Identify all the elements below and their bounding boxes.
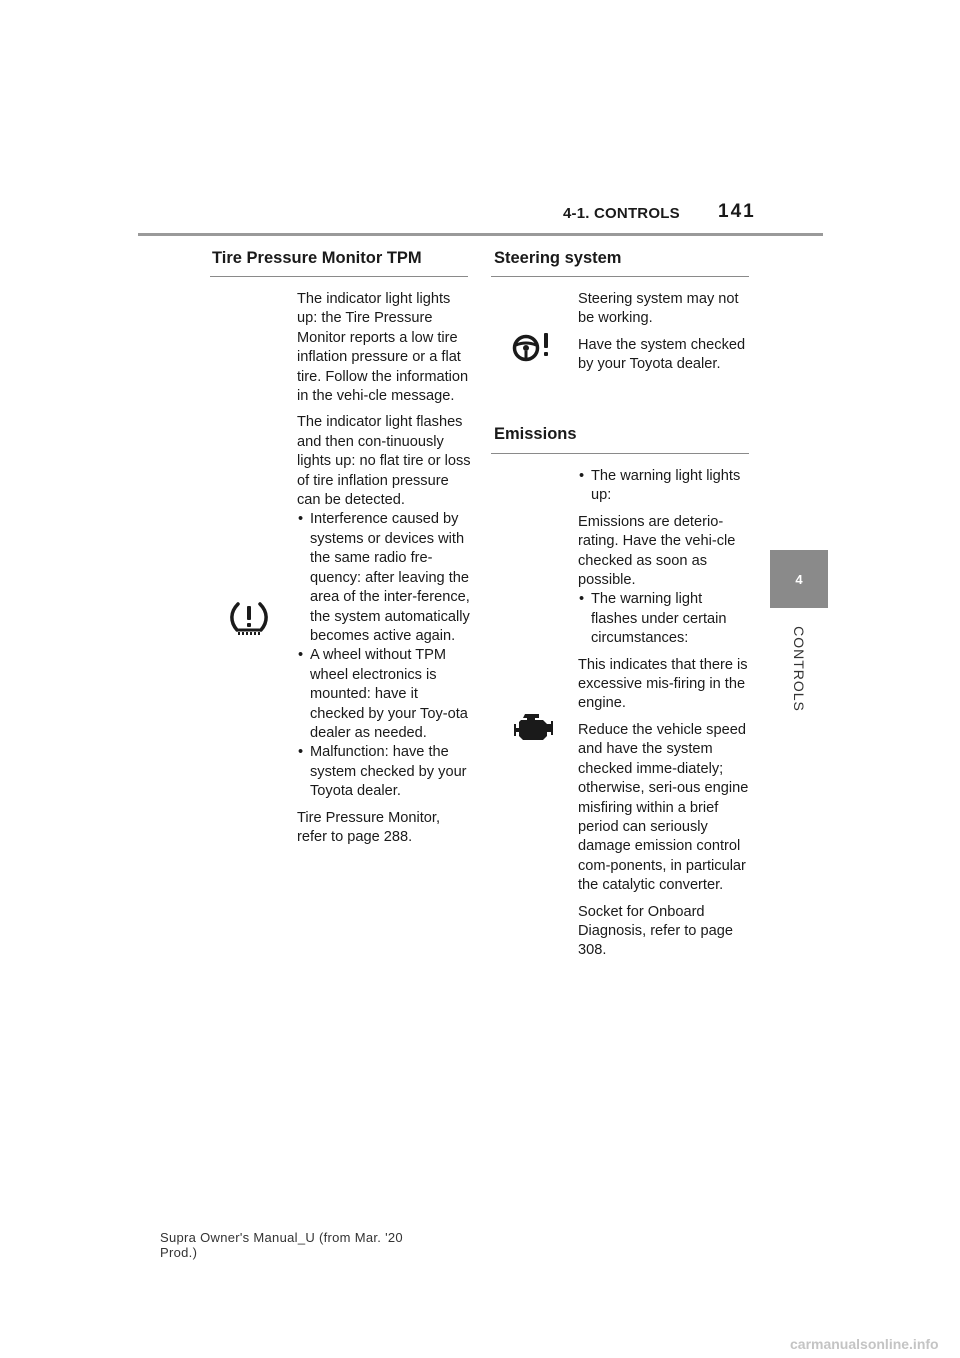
steering-wheel-warning-icon — [512, 330, 552, 364]
tpm-para-1: The indicator light lights up: the Tire Pressure Monitor reports a low tire inflation pressure or a flat tire. Follow the information in the vehi-cle message. — [297, 291, 469, 405]
check-engine-icon — [513, 712, 553, 740]
chapter-number: 4 — [795, 571, 803, 587]
tpm-section-title: Tire Pressure Monitor TPM — [212, 249, 422, 267]
steering-title-divider — [491, 276, 749, 277]
emissions-para-1: Emissions are deterio-rating. Have the vehi-cle checked as soon as possible. — [578, 513, 736, 589]
emissions-para-4: Socket for Onboard Diagnosis, refer to page 308. — [578, 903, 733, 959]
emissions-bullet-list-1 — [578, 467, 750, 506]
footer-line: Prod.) — [160, 1245, 198, 1260]
section-heading: 4-1. CONTROLS — [563, 205, 680, 222]
watermark: carmanualsonline.info — [790, 1336, 939, 1352]
tpm-bullet-item: • A wheel without TPM wheel electronics is mounted: have it checked by your Toy-ota dealer as needed. — [297, 646, 472, 743]
tpm-body — [297, 290, 472, 847]
tpm-bullet-list — [297, 510, 472, 801]
tpm-title-divider — [210, 276, 468, 277]
steering-para-1: Steering system may not be working. — [578, 291, 739, 327]
chapter-label: CONTROLS — [791, 626, 807, 712]
footer-line: Supra Owner's Manual_U (from Mar. '20 — [160, 1230, 403, 1245]
emissions-para-2: This indicates that there is excessive mis-firing in the engine. — [578, 656, 748, 712]
footer-note — [160, 1230, 403, 1260]
emissions-title-divider — [491, 453, 749, 454]
tpm-para-2: The indicator light flashes and then con-tinuously lights up: no flat tire or loss of tire inflation pressure can be detected. — [297, 414, 471, 509]
emissions-para-3: Reduce the vehicle speed and have the system checked imme-diately; otherwise, seri-ous engine misfiring within a brief period can seriously damage emission control com-ponents, in particular the catalytic converter. — [578, 721, 749, 894]
tire-pressure-warning-icon — [229, 601, 269, 635]
page-number: 141 — [718, 201, 756, 222]
emissions-section-title: Emissions — [494, 425, 577, 443]
chapter-label-box — [770, 614, 828, 724]
tpm-para-3: Tire Pressure Monitor, refer to page 288. — [297, 809, 441, 845]
emissions-bullet-item: • The warning light flashes under certain circumstances: — [578, 590, 750, 648]
tpm-bullet-item: • Interference caused by systems or devices with the same radio fre-quency: after leaving the area of the inter-ference, the system automatically becomes active again. — [297, 510, 472, 646]
emissions-body — [578, 467, 750, 961]
tpm-bullet-item: • Malfunction: have the system checked by your Toyota dealer. — [297, 743, 472, 801]
steering-body — [578, 290, 750, 375]
header-divider — [138, 233, 823, 236]
emissions-bullet-list-2 — [578, 590, 750, 648]
emissions-bullet-item: • The warning light lights up: — [578, 467, 750, 506]
steering-section-title: Steering system — [494, 249, 622, 267]
steering-para-2: Have the system checked by your Toyota dealer. — [578, 336, 746, 373]
chapter-number-tab — [770, 550, 828, 608]
